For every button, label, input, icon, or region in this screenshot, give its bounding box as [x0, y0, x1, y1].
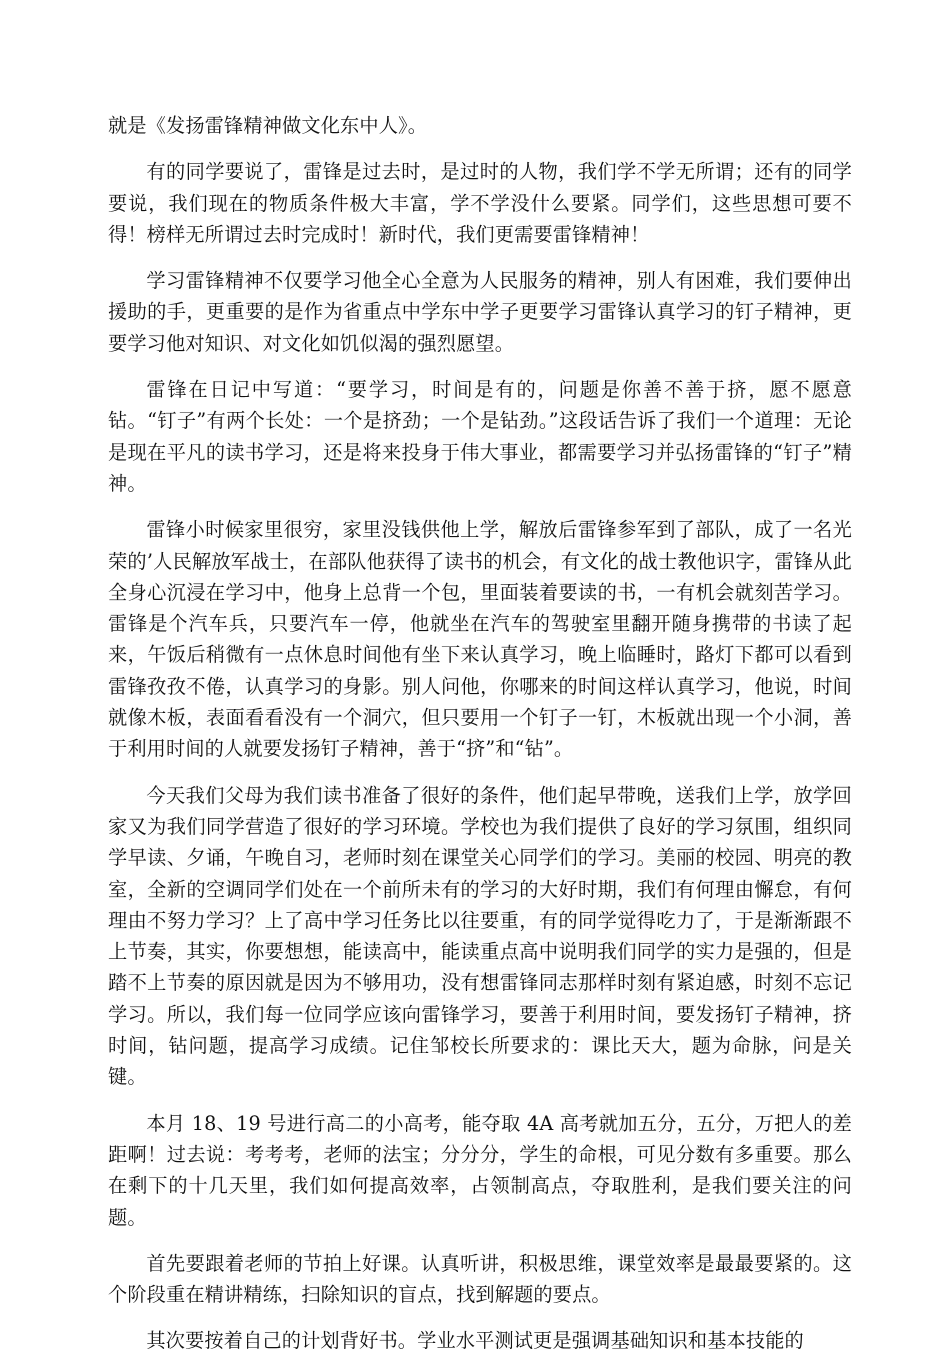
paragraph: 首先要跟着老师的节拍上好课。认真听讲，积极思维，课堂效率是最最要紧的。这个阶段重在精讲精练，扫除知识的盲点，找到解题的要点。 — [108, 1251, 852, 1307]
paragraph: 本月 18、19 号进行高二的小高考，能夺取 4A 高考就加五分，五分，万把人的差距啊！过去说：考考考，老师的法宝；分分分，学生的命根，可见分数有多重要。那么在剩下的十几天里，我们如何提高效率，占领制高点，夺取胜利，是我们要关注的问题。 — [108, 1111, 852, 1229]
paragraph: 其次要按着自己的计划背好书。学业水平测试更是强调基础知识和基本技能的 — [146, 1329, 804, 1353]
paragraph: 学习雷锋精神不仅要学习他全心全意为人民服务的精神，别人有困难，我们要伸出援助的手，更重要的是作为省重点中学东中学子更要学习雷锋认真学习的钉子精神，更要学习他对知识、对文化如饥似渴的强烈愿望。 — [108, 269, 852, 355]
paragraph: 今天我们父母为我们读书准备了很好的条件，他们起早带晚，送我们上学，放学回家又为我们同学营造了很好的学习环境。学校也为我们提供了良好的学习氛围，组织同学早读、夕诵，午晚自习，老师时刻在课堂关心同学们的学习。美丽的校园、明亮的教室，全新的空调同学们处在一个前所未有的学习的大好时期，我们有何理由懈怠，有何理由不努力学习？上了高中学习任务比以往要重，有的同学觉得吃力了，于是渐渐跟不上节奏，其实，你要想想，能读高中，能读重点高中说明我们同学的实力是强的，但是踏不上节奏的原因就是因为不够用功，没有想雷锋同志那样时刻有紧迫感，时刻不忘记学习。所以，我们每一位同学应该向雷锋学习，要善于利用时间，要发扬钉子精神，挤时间，钻问题，提高学习成绩。记住邹校长所要求的：课比天大，题为命脉，问是关键。 — [108, 783, 852, 1089]
paragraph: 有的同学要说了，雷锋是过去时，是过时的人物，我们学不学无所谓；还有的同学要说，我们现在的物质条件极大丰富，学不学没什么要紧。同学们，这些思想可要不得！榜样无所谓过去时完成时！新时代，我们更需要雷锋精神！ — [108, 160, 852, 246]
paragraph: 雷锋在日记中写道：“要学习，时间是有的，问题是你善不善于挤，愿不愿意钻。“钉子”有两个长处：一个是挤劲；一个是钻劲。”这段话告诉了我们一个道理：无论是现在平凡的读书学习，还是将来投身于伟大事业，都需要学习并弘扬雷锋的“钉子”精神。 — [108, 378, 852, 495]
document-body — [108, 110, 852, 1372]
paragraph: 雷锋小时候家里很穷，家里没钱供他上学，解放后雷锋参军到了部队，成了一名光荣的’人民解放军战士，在部队他获得了读书的机会，有文化的战士教他识字，雷锋从此全身心沉浸在学习中，他身上总背一个包，里面装着要读的书，一有机会就刻苦学习。雷锋是个汽车兵，只要汽车一停，他就坐在汽车的驾驶室里翻开随身携带的书读了起来，午饭后稍微有一点休息时间他有坐下来认真学习，晚上临睡时，路灯下都可以看到雷锋孜孜不倦，认真学习的身影。别人问他，你哪来的时间这样认真学习，他说，时间就像木板，表面看看没有一个洞穴，但只要用一个钉子一钉，木板就出现一个小洞，善于利用时间的人就要发扬钉子精神，善于“挤”和“钻”。 — [108, 518, 852, 761]
paragraph-continuation: 就是《发扬雷锋精神做文化东中人》。 — [108, 114, 428, 137]
